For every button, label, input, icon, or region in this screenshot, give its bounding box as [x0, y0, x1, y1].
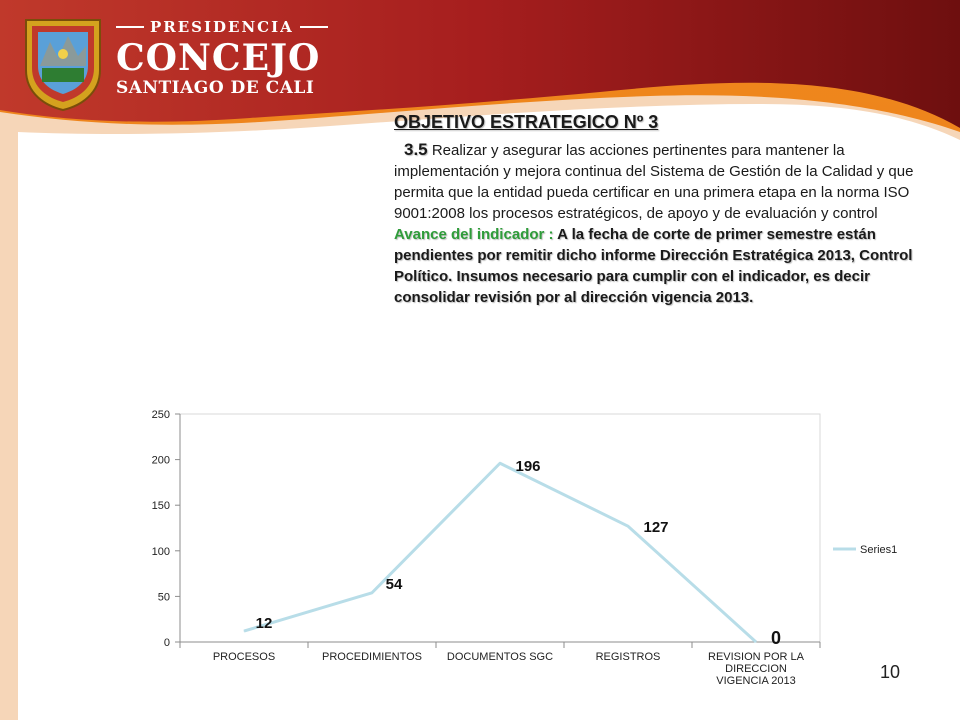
plot-area-frame [180, 414, 820, 642]
progress-label: Avance del indicador : [394, 226, 554, 243]
x-tick-label: DOCUMENTOS SGC [446, 651, 554, 663]
data-label: 12 [255, 615, 273, 633]
chart-legend [833, 544, 897, 556]
brand-presidencia [116, 18, 328, 36]
objective-description: Realizar y asegurar las acciones pertinentes para mantener la implementación y mejora continua del Sistema de Gestión de la Calidad y que permita que la entidad pueda certificar en una primera etapa en la norma ISO 9001:2008 los procesos estratégicos, de apoyo y de evaluación y control [394, 142, 914, 222]
y-tick-label: 100 [151, 545, 170, 558]
objective-text-block [394, 112, 914, 308]
data-label: 196 [515, 458, 541, 476]
data-point [756, 642, 757, 643]
x-tick-label: PROCEDIMIENTOS [321, 651, 423, 663]
x-tick-label: REVISION POR LA DIRECCION VIGENCIA 2013 [708, 651, 804, 687]
line-chart [130, 398, 920, 698]
progress-paragraph [394, 224, 914, 308]
y-tick-label: 50 [157, 591, 170, 604]
data-label: 54 [385, 575, 403, 593]
x-tick-label: PROCESOS [212, 651, 276, 663]
brand-concejo: CONCEJO [116, 37, 321, 79]
series-line-series1 [244, 463, 756, 642]
data-point [372, 592, 373, 593]
y-tick-label: 250 [151, 409, 170, 421]
city-coat-of-arms-logo [18, 12, 108, 112]
data-label: 0 [770, 628, 782, 648]
series-line-group [244, 463, 757, 643]
y-tick-label: 150 [151, 500, 170, 513]
progress-text: A la fecha de corte de primer semestre están pendientes por remitir dicho informe Dirección Estratégica 2013, Control Político. Insumos necesario para cumplir con el indicador, es decir consolidar revisión por al dirección vigencia 2013. [394, 226, 913, 306]
brand-city: SANTIAGO DE CALI [116, 78, 315, 98]
data-point [244, 631, 245, 632]
y-tick-label: 200 [151, 454, 170, 467]
y-tick-label: 0 [163, 637, 170, 649]
objective-title: OBJETIVO ESTRATEGICO Nº 3 [394, 112, 659, 132]
data-labels [256, 458, 781, 648]
x-axis [180, 642, 820, 687]
y-axis [152, 409, 820, 649]
data-point [500, 463, 501, 464]
legend-label-series1: Series1 [860, 544, 898, 556]
objective-number: 3.5 [404, 140, 428, 159]
brand-block [116, 18, 328, 98]
data-point [628, 526, 629, 527]
page-number: 10 [880, 662, 901, 682]
data-label: 127 [643, 519, 669, 537]
objective-description-paragraph [394, 139, 914, 224]
brand-presidencia-text: PRESIDENCIA [150, 18, 294, 36]
x-tick-label: REGISTROS [595, 651, 661, 663]
